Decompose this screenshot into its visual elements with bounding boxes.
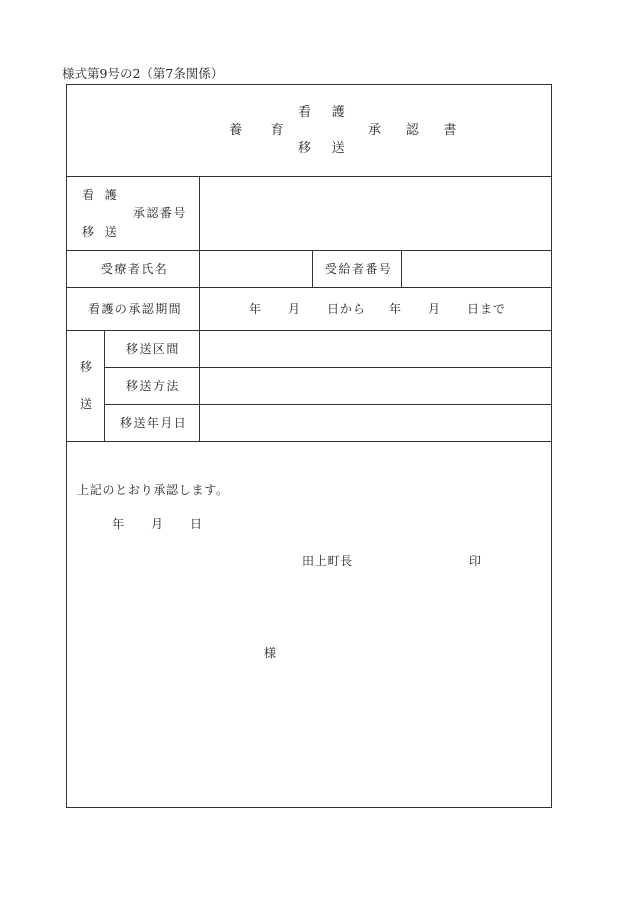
period-end-month: 月 <box>428 302 441 316</box>
mayor-title: 田上町長 <box>302 554 353 568</box>
transport-group-label-top: 移 <box>80 360 93 374</box>
divider-period <box>66 330 552 331</box>
period-end-day-until: 日まで <box>467 302 506 316</box>
transport-group-rule <box>104 330 105 441</box>
divider-transport-end <box>66 441 552 442</box>
title-nursing: 看護 <box>298 105 366 120</box>
recipient-number-rule <box>401 250 402 287</box>
period-start-year: 年 <box>249 302 262 316</box>
divider-patient <box>66 287 552 288</box>
period-start-month: 月 <box>288 302 301 316</box>
form-number-label: 様式第9号の2（第7条関係） <box>62 66 224 81</box>
divider-title <box>66 176 552 177</box>
patient-name-label: 受療者氏名 <box>101 262 169 276</box>
issue-date-month: 月 <box>151 517 164 531</box>
recipient-number-label: 受給者番号 <box>325 262 393 276</box>
title-transport: 移送 <box>298 141 366 156</box>
divider-transport-section <box>104 367 552 368</box>
transport-date-label: 移送年月日 <box>120 416 188 430</box>
issue-date-year: 年 <box>112 517 125 531</box>
seal-mark: 印 <box>469 554 482 568</box>
issue-date-day: 日 <box>190 517 203 531</box>
label-column-rule <box>199 176 200 441</box>
approval-number-label-nursing: 看護 <box>82 188 128 202</box>
divider-transport-method <box>104 404 552 405</box>
approval-number-label-transport: 移送 <box>82 225 128 239</box>
approval-period-label: 看護の承認期間 <box>88 302 183 316</box>
title-upbringing: 養育 <box>229 123 313 138</box>
approval-number-label: 承認番号 <box>133 206 187 220</box>
patient-name-rule <box>312 250 313 287</box>
divider-approval-number <box>66 250 552 251</box>
transport-section-label: 移送区間 <box>126 342 180 356</box>
period-end-year: 年 <box>389 302 402 316</box>
transport-method-label: 移送方法 <box>126 379 180 393</box>
approval-form-frame <box>66 84 552 808</box>
transport-group-label-bottom: 送 <box>80 397 93 411</box>
period-start-day-from: 日から <box>327 302 366 316</box>
title-approval-document: 承認書 <box>368 123 482 138</box>
approval-statement: 上記のとおり承認します。 <box>77 483 229 497</box>
addressee-suffix: 様 <box>264 646 277 660</box>
